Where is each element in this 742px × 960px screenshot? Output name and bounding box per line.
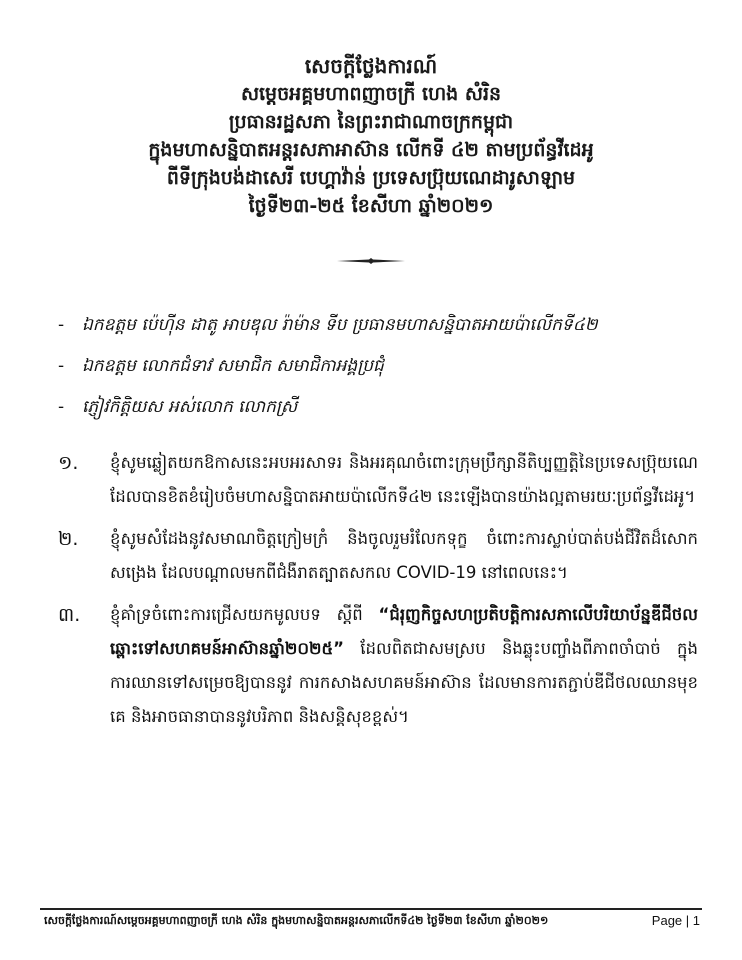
- numbered-paragraph: [58, 598, 708, 734]
- salutation-list: [58, 314, 708, 437]
- paragraph-text-start: ខ្ញុំគាំទ្រចំពោះការជ្រើសយកមូលបទ ស្តីពី: [110, 605, 379, 624]
- event-location: ពីទីក្រុងបង់ដាសេរី បេហ្គាវ៉ាន់ ប្រទេសប្រ៊ុយណេដារូសាឡាម: [166, 167, 576, 189]
- numbered-paragraphs: [58, 446, 708, 742]
- salutation-text: ឯកឧត្តម ប៉េហ៊ីន ដាតូ អាបឌុល រ៉ាម៉ាន ទីប ប្រធានមហាសន្និបាតអាយប៉ាលើកទី៤២: [82, 315, 598, 335]
- salutation-item: [58, 396, 708, 418]
- paragraph-text: [110, 598, 698, 734]
- theme-title: “ជំរុញកិច្ចសហប្រតិបត្តិការសភាលើបរិយាប័ន្នឌីជីថល ឆ្ពោះទៅសហគមន៍អាស៊ានឆ្នាំ២០២៥”: [110, 605, 698, 658]
- page-number: Page | 1: [651, 913, 700, 928]
- footer-text: សេចក្តីថ្លែងការណ៍សម្តេចអគ្គមហាពញាចក្រី ហេង សំរិន ក្នុងមហាសន្និបាតអន្តរសភាលើកទី៤២ ថ្ងៃទី២៣ ខែសីហា ឆ្នាំ២០២១: [44, 914, 549, 927]
- speaker-position: ប្រធានរដ្ឋសភា នៃព្រះរាជាណាចក្រកម្ពុជា: [228, 111, 514, 133]
- salutation-text: ឯកឧត្តម លោកជំទាវ សមាជិក សមាជិកាអង្គប្រជុំ: [82, 356, 384, 376]
- page-footer: [44, 913, 700, 929]
- paragraph-number: ២.: [58, 528, 79, 550]
- paragraph-text: ខ្ញុំសូមសំដែងនូវសមាណចិត្តក្រៀមក្រំ និងចូលរួមរំលែកទុក្ខ ចំពោះការស្លាប់បាត់បង់ជីវិតដ៏សោកសង្រេង ដែលបណ្តាលមកពីជំងឺរាតត្បាតសកល COVID-19 នៅពេលនេះ។: [110, 529, 698, 582]
- bullet-dash: -: [58, 315, 65, 335]
- numbered-paragraph: [58, 446, 708, 514]
- divider-ornament-icon: [335, 255, 407, 267]
- statement-title: សេចក្តីថ្លែងការណ៍: [304, 54, 438, 78]
- numbered-paragraph: [58, 522, 708, 590]
- salutation-item: [58, 314, 708, 336]
- paragraph-number: ១.: [58, 452, 79, 474]
- footer-divider: [40, 908, 702, 910]
- bullet-dash: -: [58, 356, 65, 376]
- salutation-text: ភ្ញៀវកិត្តិយស អស់លោក លោកស្រី: [82, 397, 298, 417]
- paragraph-text: ខ្ញុំសូមឆ្លៀតយកឱកាសនេះអបអរសាទរ និងអរគុណចំពោះក្រុមប្រឹក្សានីតិប្បញ្ញត្តិនៃប្រទេសប្រ៊ុយណេ ដែលបានខិតខំរៀបចំមហាសន្និបាតអាយប៉ាលើកទី៤២ នេះឡើងបានយ៉ាងល្អតាមរយៈប្រព័ន្ធវីដេអូ។: [110, 453, 698, 506]
- paragraph-number: ៣.: [58, 604, 81, 626]
- event-name: ក្នុងមហាសន្និបាតអន្តរសភាអាស៊ាន លើកទី ៤២ តាមប្រព័ន្ធវីដេអូ: [148, 139, 594, 161]
- statement-header: [0, 52, 742, 220]
- paragraph-text-end: ដែលពិតជាសមស្រប និងឆ្លុះបញ្ចាំងពីភាពចាំបាច់ ក្នុងការឈានទៅសម្រេចឱ្យបាននូវ ការកសាងសហគមន៍អាស៊ាន ដែលមានការតភ្ជាប់ឌីជីថលឈានមុខគេ និងអាចធានាបាននូវបរិភាព និងសន្តិសុខខ្ពស់។: [110, 639, 698, 726]
- event-date: ថ្ងៃទី២៣-២៥ ខែសីហា ឆ្នាំ២០២១: [248, 195, 494, 217]
- salutation-item: [58, 355, 708, 377]
- speaker-name: សម្តេចអគ្គមហាពញាចក្រី ហេង សំរិន: [240, 83, 502, 105]
- bullet-dash: -: [58, 397, 65, 417]
